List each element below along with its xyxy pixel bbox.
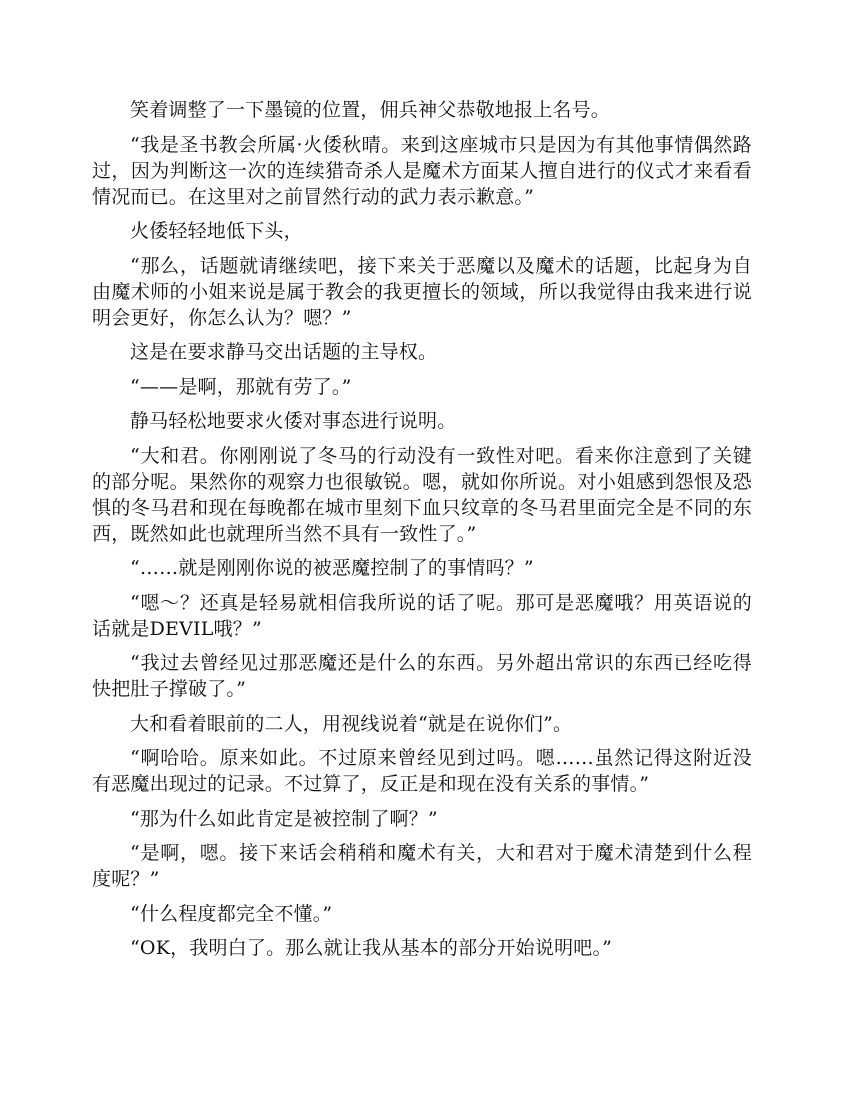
paragraph: “那为什么如此肯定是被控制了啊？” [130,807,438,830]
paragraph: “是啊，嗯。接下来话会稍稍和魔术有关，大和君对于魔术清楚到什么程度呢？” [92,842,752,890]
paragraph: “……就是刚刚你说的被恶魔控制了的事情吗？” [130,557,534,579]
paragraph: “啊哈哈。原来如此。不过原来曾经见到过吗。嗯……虽然记得这附近没有恶魔出现过的记录。不过算了，反正是和现在没有关系的事情。” [92,747,752,795]
paragraph: 笑着调整了一下墨镜的位置，佣兵神父恭敬地报上名号。 [130,99,611,121]
paragraph: “OK，我明白了。那么就让我从基本的部分开始说明吧。” [130,937,613,959]
paragraph: 大和看着眼前的二人，用视线说着“就是在说你们”。 [130,712,573,735]
paragraph: “那么，话题就请继续吧，接下来关于恶魔以及魔术的话题，比起身为自由魔术师的小姐来说是属于教会的我更擅长的领域，所以我觉得由我来进行说明会更好，你怎么认为？嗯？” [92,254,752,329]
paragraph: 静马轻松地要求火倭对事态进行说明。 [130,410,457,432]
paragraph: “——是啊，那就有劳了。” [130,375,352,398]
paragraph: “什么程度都完全不懂。” [130,902,333,925]
paragraph: “嗯～？还真是轻易就相信我所说的话了呢。那可是恶魔哦？用英语说的话就是DEVIL哦？” [92,591,752,640]
paragraph: “我过去曾经见过那恶魔还是什么的东西。另外超出常识的东西已经吃得快把肚子撑破了。” [92,652,752,700]
paragraph: “我是圣书教会所属·火倭秋晴。来到这座城市只是因为有其他事情偶然路过，因为判断这一次的连续猎奇杀人是魔术方面某人擅自进行的仪式才来看看情况而已。在这里对之前冒然行动的武力表示歉意。” [92,133,752,208]
text-body [92,97,752,970]
paragraph: 这是在要求静马交出话题的主导权。 [130,341,438,363]
paragraph: 火倭轻轻地低下头， [130,220,303,242]
paragraph: “大和君。你刚刚说了冬马的行动没有一致性对吧。看来你注意到了关键的部分呢。果然你的观察力也很敏锐。嗯，就如你所说。对小姐感到怨恨及恐惧的冬马君和现在每晚都在城市里刻下血只纹章的冬马君里面完全是不同的东西，既然如此也就理所当然不具有一致性了。” [92,444,752,545]
